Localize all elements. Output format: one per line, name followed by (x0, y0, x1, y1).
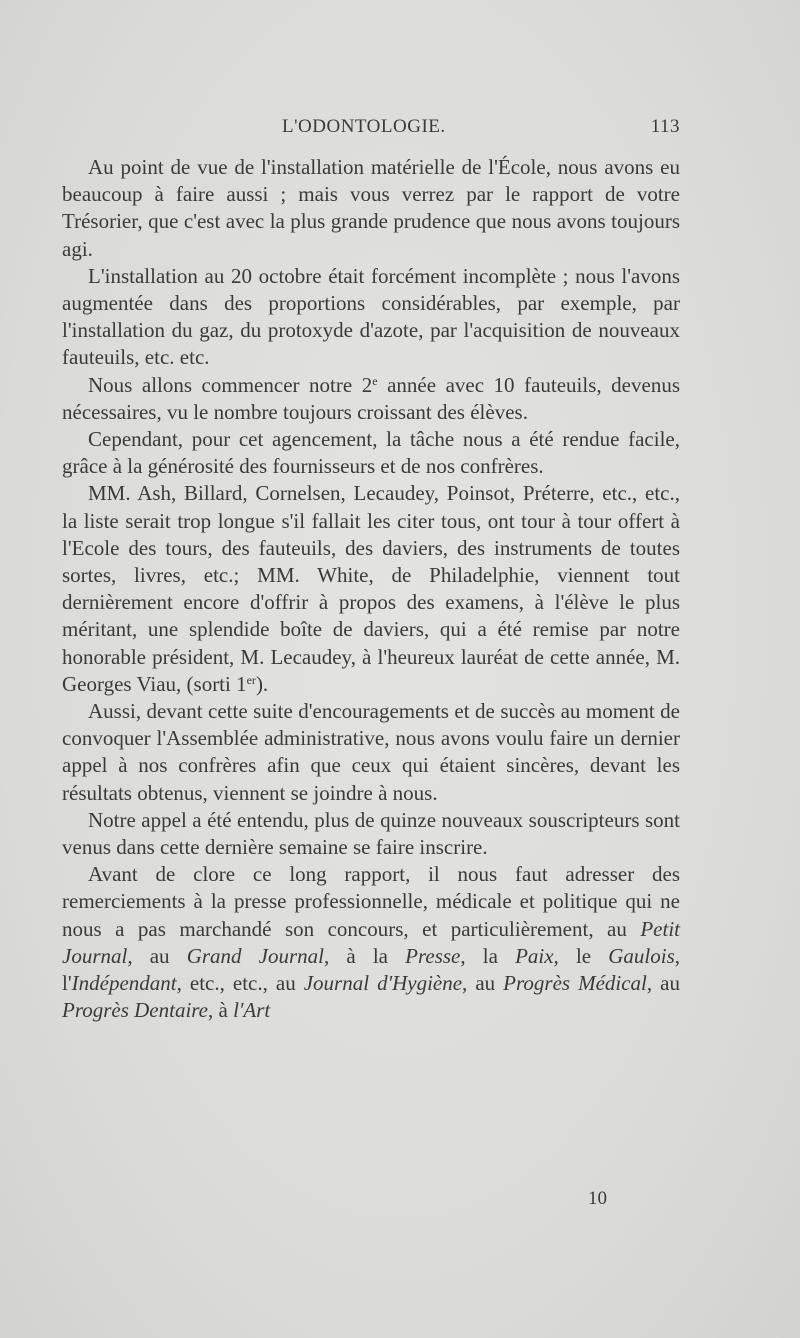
text-run: , la (460, 943, 516, 968)
superscript: er (246, 672, 256, 687)
superscript: e (372, 373, 378, 388)
journal-title: Presse (405, 943, 461, 968)
paragraph-agencement: Cependant, pour cet agencement, la tâche nous a été rendue facile, grâce à la générosité des fournisseurs et de nos confrères. (62, 427, 680, 479)
text-run: , au (646, 971, 680, 996)
paragraph-encouragements: Aussi, devant cette suite d'encouragements et de succès au moment de convoquer l'Assemblée administrative, nous avons voulu faire un dernier appel à nos confrères afin que ceux qui étaient sincères, devant les résultats obtenus, viennent se joindre à nous. (62, 699, 680, 805)
text-run: , au (462, 971, 504, 996)
text-run: , à (208, 998, 234, 1023)
paragraph-installation: Au point de vue de l'installation matérielle de l'École, nous avons eu beaucoup à faire aussi ; mais vous verrez par le rapport de votre Trésorier, que c'est avec la plus grande prudence que nous avons toujours agi. (62, 155, 680, 261)
signature-mark: 10 (588, 1188, 607, 1209)
text-run: ). (255, 671, 269, 696)
journal-title: Journal d'Hygiène (303, 971, 463, 996)
running-title: L'ODONTOLOGIE. (282, 116, 446, 137)
page-header (62, 116, 680, 144)
text-run: , à la (324, 943, 406, 968)
journal-title: Progrès Dentaire (62, 998, 209, 1023)
text-run: année avec 10 fauteuils, devenus nécessaires, vu le nombre toujours croissant des élèves. (62, 372, 680, 424)
journal-title: Gaulois (608, 943, 675, 968)
text-run: , le (553, 943, 609, 968)
paragraph-installation-octobre: L'installation au 20 octobre était forcément incomplète ; nous l'avons augmentée dans des proportions considérables, par exemple, par l'installation du gaz, du protoxyde d'azote, par l'acquisition de nouveaux fauteuils, etc. etc. (62, 263, 680, 370)
body-text (62, 154, 680, 1025)
journal-title: Progrès Médical (503, 971, 647, 996)
journal-title: Paix (515, 943, 554, 968)
text-run: , l' (62, 943, 680, 996)
paragraph-deuxieme-annee (62, 372, 680, 426)
text-run: , au (127, 943, 187, 968)
text-run: , etc., etc., au (176, 971, 304, 996)
text-run: Nous allons commencer notre 2 (88, 372, 373, 397)
journal-title: Grand Journal (186, 943, 324, 968)
text-run: Avant de clore ce long rapport, il nous faut adresser des remerciements à la presse professionnelle, médicale et politique qui ne nous a pas marchandé son concours, et particulièrement, au (62, 862, 680, 941)
paragraph-fournisseurs (62, 480, 680, 698)
page-number: 113 (650, 116, 680, 137)
paragraph-remerciements (62, 861, 680, 1024)
text-run: MM. Ash, Billard, Cornelsen, Lecaudey, Poinsot, Préterre, etc., etc., la liste serait trop longue s'il fallait les citer tous, ont tour à tour offert à l'Ecole des tours, des fauteuils, des daviers, des instruments de toutes sortes, livres, etc.; MM. White, de Philadelphie, viennent tout dernièrement encore d'offrir à propos des examens, à l'élève le plus méritant, une splendide boîte de daviers, qui a été remise par notre honorable président, M. Lecaudey, à l'heureux lauréat de cette année, M. Georges Viau, (sorti 1 (62, 481, 680, 696)
journal-title: Petit Journal (62, 916, 680, 968)
journal-title: Indépendant (71, 971, 177, 996)
paragraph-appel: Notre appel a été entendu, plus de quinze nouveaux souscripteurs sont venus dans cette dernière semaine se faire inscrire. (62, 807, 680, 860)
journal-title: l'Art (233, 998, 271, 1023)
